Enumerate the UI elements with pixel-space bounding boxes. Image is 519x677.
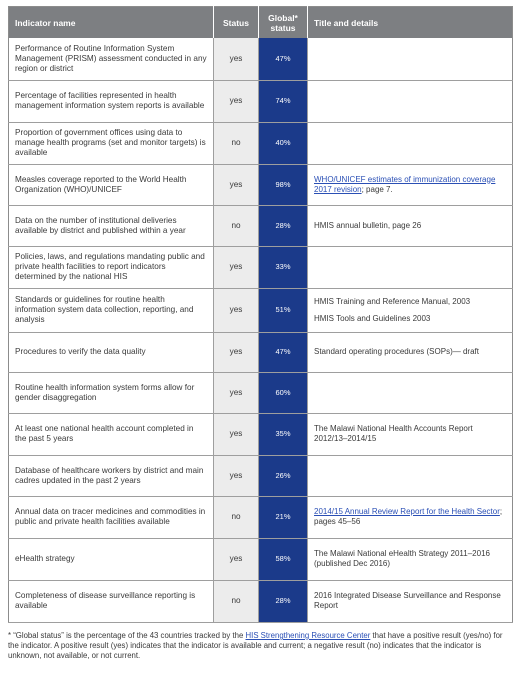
details-text [308, 372, 513, 413]
table-row [9, 372, 513, 413]
indicator-table [8, 6, 513, 623]
details-text: The Malawi National eHealth Strategy 2011–2016 (published Dec 2016) [308, 538, 513, 580]
status-value: no [214, 580, 259, 622]
table-row [9, 205, 513, 246]
his-resource-center-link[interactable]: HIS Strengthening Resource Center [245, 631, 371, 640]
immunization-report-link[interactable]: WHO/UNICEF estimates of immunization coverage 2017 revision [314, 174, 496, 194]
header-details: Title and details [308, 7, 513, 39]
table-row [9, 80, 513, 122]
table-row [9, 496, 513, 538]
status-value: yes [214, 372, 259, 413]
details-text: Standard operating procedures (SOPs)— draft [308, 332, 513, 372]
status-value: no [214, 122, 259, 164]
details-text: The Malawi National Health Accounts Report 2012/13–2014/15 [308, 413, 513, 455]
header-indicator: Indicator name [9, 7, 214, 39]
indicator-name: Routine health information system forms allow for gender disaggregation [9, 372, 214, 413]
table-row [9, 580, 513, 622]
global-status-value: 98% [259, 164, 308, 205]
table-row [9, 455, 513, 496]
details-text: HMIS annual bulletin, page 26 [308, 205, 513, 246]
details-cell [308, 164, 513, 205]
annual-review-report-link[interactable]: 2014/15 Annual Review Report for the Health Sector [314, 507, 500, 516]
indicator-name: At least one national health account completed in the past 5 years [9, 413, 214, 455]
indicator-name: Measles coverage reported to the World Health Organization (WHO)/UNICEF [9, 164, 214, 205]
footnote-text-start: * “Global status” is the percentage of the 43 countries tracked by the [8, 631, 246, 640]
global-status-value: 28% [259, 205, 308, 246]
indicator-name: Database of healthcare workers by district and main cadres updated in the past 2 years [9, 455, 214, 496]
global-status-value: 28% [259, 580, 308, 622]
table-row [9, 38, 513, 80]
details-text [308, 246, 513, 288]
details-text: 2016 Integrated Disease Surveillance and Response Report [308, 580, 513, 622]
indicator-name: Standards or guidelines for routine health information system data collection, reporting, and analysis [9, 288, 214, 332]
table-row [9, 288, 513, 332]
status-value: yes [214, 413, 259, 455]
indicator-name: Percentage of facilities represented in health management information system reports is available [9, 80, 214, 122]
status-value: no [214, 496, 259, 538]
indicator-name: Data on the number of institutional deliveries available by district and published within a year [9, 205, 214, 246]
table-row [9, 122, 513, 164]
global-status-value: 40% [259, 122, 308, 164]
indicator-name: Proportion of government offices using data to manage health programs (set and monitor targets) is available [9, 122, 214, 164]
table-row [9, 538, 513, 580]
details-text-secondary: HMIS Tools and Guidelines 2003 [314, 313, 431, 323]
header-row [9, 7, 513, 39]
status-value: yes [214, 80, 259, 122]
global-status-value: 47% [259, 332, 308, 372]
global-status-value: 74% [259, 80, 308, 122]
table-row [9, 332, 513, 372]
footnote-text-end: that have a positive result (yes/no) for the indicator. A positive result (yes) indicates that the indicator is available and current; a negative result (no) indicates that the indicator is unknown, not available, or not current. [8, 631, 503, 660]
indicator-name: eHealth strategy [9, 538, 214, 580]
table-row [9, 164, 513, 205]
global-status-value: 58% [259, 538, 308, 580]
details-cell [308, 496, 513, 538]
details-suffix: ; page 7. [361, 184, 393, 194]
table-row [9, 246, 513, 288]
details-text [308, 122, 513, 164]
details-suffix: ; pages 45–56 [314, 507, 503, 526]
global-status-value: 33% [259, 246, 308, 288]
footnote [8, 631, 512, 661]
status-value: yes [214, 38, 259, 80]
global-status-value: 35% [259, 413, 308, 455]
status-value: yes [214, 332, 259, 372]
header-global: Global* status [259, 7, 308, 39]
header-status: Status [214, 7, 259, 39]
status-value: no [214, 205, 259, 246]
status-value: yes [214, 455, 259, 496]
indicator-name: Annual data on tracer medicines and commodities in public and private health facilities available [9, 496, 214, 538]
global-status-value: 26% [259, 455, 308, 496]
details-text [308, 38, 513, 80]
details-text [308, 80, 513, 122]
details-text [308, 455, 513, 496]
indicator-name: Policies, laws, and regulations mandating public and private health facilities to report indicators determined by the national HIS [9, 246, 214, 288]
details-cell [308, 288, 513, 332]
global-status-value: 47% [259, 38, 308, 80]
status-value: yes [214, 246, 259, 288]
status-value: yes [214, 164, 259, 205]
details-text: HMIS Training and Reference Manual, 2003 [314, 296, 471, 306]
status-value: yes [214, 538, 259, 580]
indicator-name: Performance of Routine Information System Management (PRISM) assessment conducted in any region or district [9, 38, 214, 80]
status-value: yes [214, 288, 259, 332]
global-status-value: 51% [259, 288, 308, 332]
table-row [9, 413, 513, 455]
global-status-value: 60% [259, 372, 308, 413]
global-status-value: 21% [259, 496, 308, 538]
indicator-name: Completeness of disease surveillance reporting is available [9, 580, 214, 622]
indicator-name: Procedures to verify the data quality [9, 332, 214, 372]
